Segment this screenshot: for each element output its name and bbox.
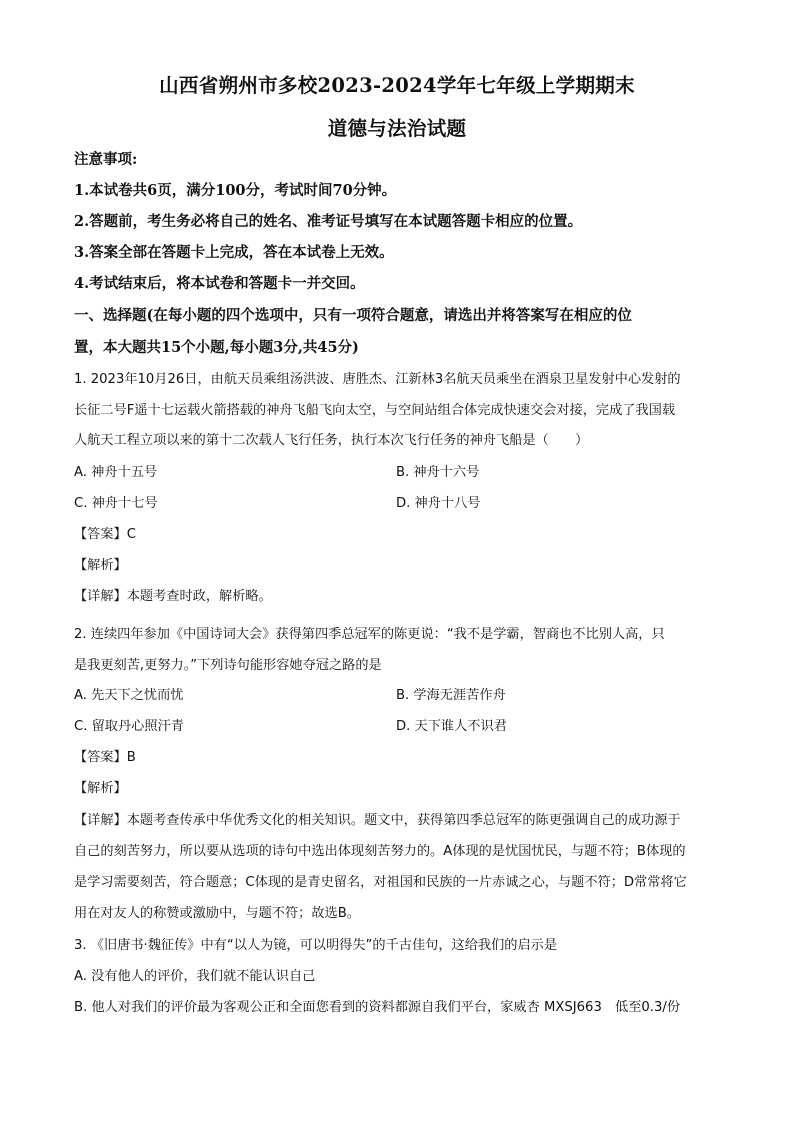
question-1-detail: 【详解】本题考查时政，解析略。 [74, 589, 272, 604]
question-2-answer: 【答案】B [74, 750, 136, 765]
document-title: 山西省朔州市多校2023-2024学年七年级上学期期末 [159, 74, 635, 97]
question-3-option-b: B. 他人对我们的评价最为客观公正和全面您看到的资料都源自我们平台，家威杏 MXSJ663 低至0.3/份 [74, 1000, 681, 1015]
document-subtitle: 道德与法治试题 [327, 117, 467, 140]
question-2-option-d: D. 天下谁人不识君 [396, 719, 507, 734]
question-2-detail: 是学习需要刻苦，符合题意；C体现的是青史留名，对祖国和民族的一片赤诚之心，与题不符；D常常将它 [74, 875, 687, 890]
question-2-option-b: B. 学海无涯苦作舟 [396, 688, 506, 703]
question-1-option-a: A. 神舟十五号 [74, 465, 158, 480]
question-1-analysis-label: 【解析】 [74, 558, 127, 573]
section-heading-cont: 置，本大题共15个小题,每小题3分,共45分) [74, 339, 359, 356]
question-2-detail: 用在对友人的称赞或激励中，与题不符；故选B。 [74, 906, 360, 921]
notice-item: 2.答题前，考生务必将自己的姓名、准考证号填写在本试题答题卡相应的位置。 [74, 213, 583, 230]
question-1-text: 人航天工程立项以来的第十二次载人飞行任务，执行本次飞行任务的神舟飞船是（ ） [74, 433, 589, 448]
notice-item: 3.答案全部在答题卡上完成，答在本试卷上无效。 [74, 244, 394, 261]
question-1-option-c: C. 神舟十七号 [74, 496, 158, 511]
question-2-detail: 自己的刻苦努力，所以要从选项的诗句中选出体现刻苦努力的。A体现的是忧国忧民，与题不符；B体现的 [74, 844, 686, 859]
notice-item: 1.本试卷共6页，满分100分，考试时间70分钟。 [74, 182, 397, 199]
notice-item: 4.考试结束后，将本试卷和答题卡一并交回。 [74, 275, 365, 292]
question-3-text: 3. 《旧唐书·魏征传》中有“以人为镜，可以明得失”的千古佳句，这给我们的启示是 [74, 938, 558, 953]
question-3-option-a: A. 没有他人的评价，我们就不能认识自己 [74, 969, 316, 984]
question-2-analysis-label: 【解析】 [74, 781, 127, 796]
question-2-option-c: C. 留取丹心照汗青 [74, 719, 184, 734]
notice-heading: 注意事项: [74, 151, 138, 168]
question-1-option-b: B. 神舟十六号 [396, 465, 480, 480]
question-1-answer: 【答案】C [74, 527, 136, 542]
question-2-option-a: A. 先天下之忧而忧 [74, 688, 184, 703]
question-1-option-d: D. 神舟十八号 [396, 496, 481, 511]
question-2-text: 2. 连续四年参加《中国诗词大会》获得第四季总冠军的陈更说：“我不是学霸，智商也不比别人高，只 [74, 627, 665, 642]
section-heading: 一、选择题(在每小题的四个选项中，只有一项符合题意，请选出并将答案写在相应的位 [74, 307, 632, 324]
question-2-detail: 【详解】本题考查传承中华优秀文化的相关知识。题文中，获得第四季总冠军的陈更强调自己的成功源于 [74, 813, 681, 828]
question-1-text: 长征二号F遥十七运载火箭搭载的神舟飞船飞向太空，与空间站组合体完成快速交会对接，完成了我国载 [74, 403, 676, 418]
question-2-text: 是我更刻苦,更努力。”下列诗句能形容她夺冠之路的是 [74, 658, 382, 673]
question-1-text: 1. 2023年10月26日，由航天员乘组汤洪波、唐胜杰、江新林3名航天员乘坐在酒泉卫星发射中心发射的 [74, 372, 681, 387]
